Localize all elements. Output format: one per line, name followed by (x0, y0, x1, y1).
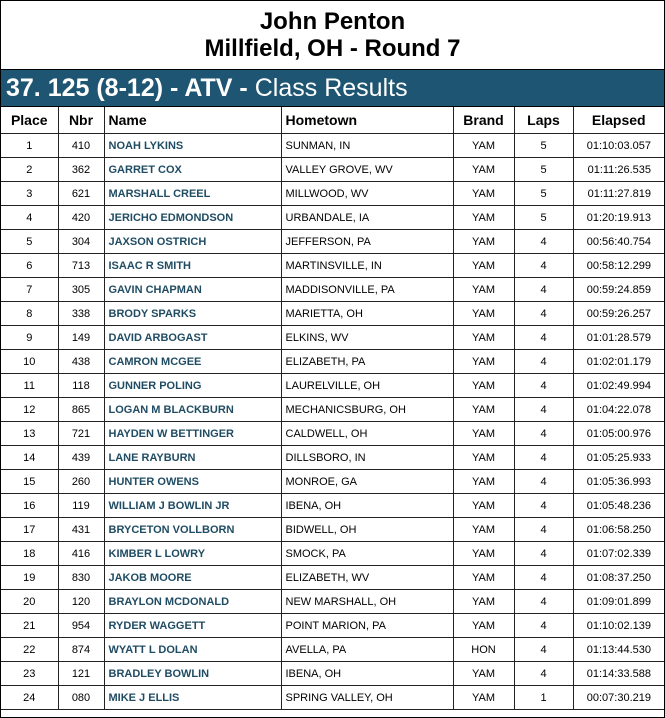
cell-laps: 4 (514, 398, 573, 422)
cell-elapsed: 01:06:58.250 (573, 518, 664, 542)
cell-elapsed: 01:05:00.976 (573, 422, 664, 446)
cell-rider-name: BRYCETON VOLLBORN (104, 518, 281, 542)
cell-rider-name: HAYDEN W BETTINGER (104, 422, 281, 446)
cell-brand: YAM (453, 182, 514, 206)
cell-laps: 5 (514, 158, 573, 182)
cell-nbr: 621 (58, 182, 104, 206)
cell-rider-name: BRODY SPARKS (104, 302, 281, 326)
cell-nbr: 713 (58, 254, 104, 278)
cell-hometown: SUNMAN, IN (281, 134, 453, 158)
cell-nbr: 118 (58, 374, 104, 398)
cell-elapsed: 01:05:48.236 (573, 494, 664, 518)
cell-laps: 4 (514, 518, 573, 542)
cell-elapsed: 00:59:26.257 (573, 302, 664, 326)
cell-rider-name: HUNTER OWENS (104, 470, 281, 494)
cell-place: 1 (1, 134, 58, 158)
cell-place: 16 (1, 494, 58, 518)
cell-brand: YAM (453, 350, 514, 374)
cell-laps: 4 (514, 278, 573, 302)
cell-elapsed: 01:10:02.139 (573, 614, 664, 638)
cell-hometown: MILLWOOD, WV (281, 182, 453, 206)
cell-brand: YAM (453, 158, 514, 182)
cell-elapsed: 01:13:44.530 (573, 638, 664, 662)
cell-place: 15 (1, 470, 58, 494)
cell-elapsed: 00:58:12.299 (573, 254, 664, 278)
cell-rider-name: BRADLEY BOWLIN (104, 662, 281, 686)
cell-hometown: SMOCK, PA (281, 542, 453, 566)
cell-nbr: 954 (58, 614, 104, 638)
col-header-nbr: Nbr (58, 107, 104, 134)
cell-hometown: VALLEY GROVE, WV (281, 158, 453, 182)
cell-brand: YAM (453, 398, 514, 422)
cell-brand: YAM (453, 590, 514, 614)
cell-nbr: 721 (58, 422, 104, 446)
cell-laps: 4 (514, 422, 573, 446)
cell-nbr: 410 (58, 134, 104, 158)
cell-laps: 4 (514, 590, 573, 614)
header-row (1, 107, 664, 134)
cell-place: 12 (1, 398, 58, 422)
col-header-elapsed: Elapsed (573, 107, 664, 134)
cell-place: 22 (1, 638, 58, 662)
table-row (1, 566, 664, 590)
cell-elapsed: 01:08:37.250 (573, 566, 664, 590)
cell-nbr: 865 (58, 398, 104, 422)
cell-elapsed: 01:01:28.579 (573, 326, 664, 350)
cell-nbr: 149 (58, 326, 104, 350)
cell-brand: YAM (453, 470, 514, 494)
cell-nbr: 830 (58, 566, 104, 590)
col-header-name: Name (104, 107, 281, 134)
cell-rider-name: LOGAN M BLACKBURN (104, 398, 281, 422)
cell-hometown: POINT MARION, PA (281, 614, 453, 638)
event-subtitle: Millfield, OH - Round 7 (204, 35, 461, 62)
cell-nbr: 080 (58, 686, 104, 710)
cell-brand: YAM (453, 614, 514, 638)
event-title: John Penton (259, 8, 406, 35)
class-name: 37. 125 (8-12) - ATV - (6, 73, 248, 102)
table-row (1, 542, 664, 566)
cell-nbr: 120 (58, 590, 104, 614)
cell-place: 11 (1, 374, 58, 398)
cell-laps: 4 (514, 566, 573, 590)
cell-laps: 4 (514, 230, 573, 254)
cell-hometown: BIDWELL, OH (281, 518, 453, 542)
table-row (1, 182, 664, 206)
cell-laps: 4 (514, 662, 573, 686)
cell-rider-name: DAVID ARBOGAST (104, 326, 281, 350)
cell-place: 24 (1, 686, 58, 710)
cell-place: 17 (1, 518, 58, 542)
cell-elapsed: 01:02:01.179 (573, 350, 664, 374)
cell-nbr: 362 (58, 158, 104, 182)
cell-nbr: 416 (58, 542, 104, 566)
cell-hometown: ELIZABETH, WV (281, 566, 453, 590)
cell-laps: 4 (514, 494, 573, 518)
cell-elapsed: 00:07:30.219 (573, 686, 664, 710)
cell-nbr: 304 (58, 230, 104, 254)
cell-elapsed: 01:02:49.994 (573, 374, 664, 398)
cell-nbr: 121 (58, 662, 104, 686)
cell-laps: 4 (514, 350, 573, 374)
table-row (1, 686, 664, 710)
cell-rider-name: ISAAC R SMITH (104, 254, 281, 278)
cell-place: 19 (1, 566, 58, 590)
cell-place: 8 (1, 302, 58, 326)
cell-rider-name: LANE RAYBURN (104, 446, 281, 470)
cell-place: 20 (1, 590, 58, 614)
cell-hometown: IBENA, OH (281, 494, 453, 518)
table-row (1, 134, 664, 158)
cell-laps: 4 (514, 638, 573, 662)
cell-hometown: IBENA, OH (281, 662, 453, 686)
cell-place: 5 (1, 230, 58, 254)
cell-rider-name: WYATT L DOLAN (104, 638, 281, 662)
cell-hometown: URBANDALE, IA (281, 206, 453, 230)
cell-brand: YAM (453, 518, 514, 542)
cell-place: 23 (1, 662, 58, 686)
cell-rider-name: MARSHALL CREEL (104, 182, 281, 206)
table-row (1, 302, 664, 326)
cell-rider-name: JAKOB MOORE (104, 566, 281, 590)
cell-brand: YAM (453, 542, 514, 566)
cell-elapsed: 01:04:22.078 (573, 398, 664, 422)
cell-elapsed: 01:20:19.913 (573, 206, 664, 230)
cell-place: 4 (1, 206, 58, 230)
cell-brand: YAM (453, 374, 514, 398)
cell-nbr: 119 (58, 494, 104, 518)
cell-laps: 4 (514, 302, 573, 326)
cell-brand: YAM (453, 254, 514, 278)
cell-rider-name: MIKE J ELLIS (104, 686, 281, 710)
cell-rider-name: GAVIN CHAPMAN (104, 278, 281, 302)
table-row (1, 374, 664, 398)
cell-rider-name: JAXSON OSTRICH (104, 230, 281, 254)
cell-brand: YAM (453, 206, 514, 230)
cell-brand: YAM (453, 494, 514, 518)
cell-rider-name: BRAYLON MCDONALD (104, 590, 281, 614)
cell-brand: YAM (453, 686, 514, 710)
cell-laps: 1 (514, 686, 573, 710)
cell-rider-name: KIMBER L LOWRY (104, 542, 281, 566)
cell-elapsed: 01:14:33.588 (573, 662, 664, 686)
cell-place: 13 (1, 422, 58, 446)
cell-hometown: MONROE, GA (281, 470, 453, 494)
cell-place: 7 (1, 278, 58, 302)
cell-place: 3 (1, 182, 58, 206)
cell-place: 6 (1, 254, 58, 278)
cell-hometown: MECHANICSBURG, OH (281, 398, 453, 422)
cell-brand: YAM (453, 230, 514, 254)
cell-laps: 5 (514, 134, 573, 158)
cell-hometown: MARTINSVILLE, IN (281, 254, 453, 278)
cell-hometown: JEFFERSON, PA (281, 230, 453, 254)
col-header-laps: Laps (514, 107, 573, 134)
results-body (1, 134, 664, 710)
cell-elapsed: 00:59:24.859 (573, 278, 664, 302)
cell-hometown: NEW MARSHALL, OH (281, 590, 453, 614)
cell-hometown: ELIZABETH, PA (281, 350, 453, 374)
cell-rider-name: CAMRON MCGEE (104, 350, 281, 374)
cell-laps: 4 (514, 542, 573, 566)
cell-brand: HON (453, 638, 514, 662)
table-row (1, 398, 664, 422)
col-header-brand: Brand (453, 107, 514, 134)
cell-nbr: 439 (58, 446, 104, 470)
cell-elapsed: 00:56:40.754 (573, 230, 664, 254)
cell-laps: 4 (514, 470, 573, 494)
cell-hometown: ELKINS, WV (281, 326, 453, 350)
cell-rider-name: GARRET COX (104, 158, 281, 182)
cell-nbr: 431 (58, 518, 104, 542)
table-row (1, 494, 664, 518)
cell-laps: 5 (514, 206, 573, 230)
table-row (1, 326, 664, 350)
cell-place: 21 (1, 614, 58, 638)
cell-brand: YAM (453, 662, 514, 686)
table-row (1, 470, 664, 494)
cell-elapsed: 01:11:26.535 (573, 158, 664, 182)
cell-place: 14 (1, 446, 58, 470)
table-row (1, 158, 664, 182)
cell-rider-name: WILLIAM J BOWLIN JR (104, 494, 281, 518)
cell-brand: YAM (453, 302, 514, 326)
cell-laps: 5 (514, 182, 573, 206)
cell-brand: YAM (453, 566, 514, 590)
cell-brand: YAM (453, 278, 514, 302)
cell-brand: YAM (453, 422, 514, 446)
cell-elapsed: 01:11:27.819 (573, 182, 664, 206)
cell-hometown: MADDISONVILLE, PA (281, 278, 453, 302)
cell-place: 18 (1, 542, 58, 566)
table-row (1, 590, 664, 614)
cell-place: 10 (1, 350, 58, 374)
col-header-hometown: Hometown (281, 107, 453, 134)
table-row (1, 614, 664, 638)
cell-hometown: CALDWELL, OH (281, 422, 453, 446)
cell-nbr: 420 (58, 206, 104, 230)
cell-rider-name: GUNNER POLING (104, 374, 281, 398)
cell-place: 2 (1, 158, 58, 182)
table-row (1, 278, 664, 302)
class-results-label: Class Results (254, 73, 408, 102)
results-table (1, 107, 664, 710)
cell-elapsed: 01:10:03.057 (573, 134, 664, 158)
table-row (1, 662, 664, 686)
cell-elapsed: 01:05:25.933 (573, 446, 664, 470)
cell-laps: 4 (514, 254, 573, 278)
class-bar (1, 69, 664, 107)
cell-nbr: 338 (58, 302, 104, 326)
cell-nbr: 260 (58, 470, 104, 494)
cell-brand: YAM (453, 326, 514, 350)
cell-hometown: AVELLA, PA (281, 638, 453, 662)
title-block (1, 1, 664, 69)
table-row (1, 350, 664, 374)
cell-hometown: MARIETTA, OH (281, 302, 453, 326)
cell-hometown: LAURELVILLE, OH (281, 374, 453, 398)
cell-brand: YAM (453, 134, 514, 158)
table-row (1, 446, 664, 470)
cell-laps: 4 (514, 374, 573, 398)
cell-hometown: SPRING VALLEY, OH (281, 686, 453, 710)
cell-laps: 4 (514, 614, 573, 638)
cell-rider-name: RYDER WAGGETT (104, 614, 281, 638)
table-row (1, 638, 664, 662)
cell-rider-name: JERICHO EDMONDSON (104, 206, 281, 230)
table-row (1, 206, 664, 230)
table-row (1, 518, 664, 542)
cell-rider-name: NOAH LYKINS (104, 134, 281, 158)
col-header-place: Place (1, 107, 58, 134)
cell-elapsed: 01:05:36.993 (573, 470, 664, 494)
cell-elapsed: 01:09:01.899 (573, 590, 664, 614)
cell-nbr: 438 (58, 350, 104, 374)
cell-nbr: 305 (58, 278, 104, 302)
cell-hometown: DILLSBORO, IN (281, 446, 453, 470)
cell-brand: YAM (453, 446, 514, 470)
cell-elapsed: 01:07:02.339 (573, 542, 664, 566)
cell-laps: 4 (514, 326, 573, 350)
cell-place: 9 (1, 326, 58, 350)
cell-nbr: 874 (58, 638, 104, 662)
table-row (1, 422, 664, 446)
table-row (1, 254, 664, 278)
table-row (1, 230, 664, 254)
cell-laps: 4 (514, 446, 573, 470)
